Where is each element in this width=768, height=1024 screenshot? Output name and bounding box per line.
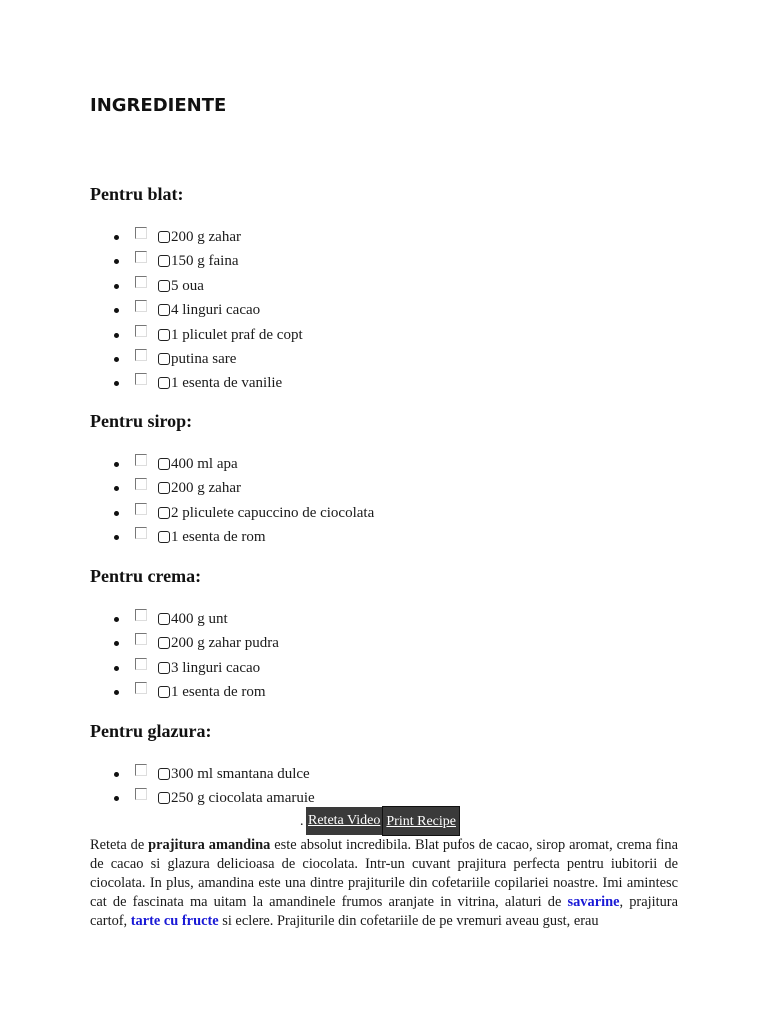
- checkbox-icon[interactable]: [158, 686, 170, 698]
- intro-text: si eclere. Prajiturile din cofetariile de pe vremuri aveau gust, erau: [218, 913, 599, 929]
- intro-text: este absolut incredibila. Blat pufos de cacao, sirop aromat, crema fina de cacao si glazura delicioasa de ciocolata. Intr-un cuvant prajitura perfecta pentru iubitorii de ciocolata. In plus, amandina este una dintre prajiturile din cofetariile copilariei noastre. Imi amintesc cat de fascinata ma uitam la amandinele frumos aranjate in vitrina, alaturi de: [90, 837, 678, 910]
- checkbox[interactable]: [135, 609, 147, 621]
- page-heading: INGREDIENTE: [90, 95, 227, 116]
- ingredient-label: 1 esenta de rom: [171, 529, 266, 546]
- bullet-icon: [114, 796, 119, 801]
- checkbox-icon[interactable]: [158, 507, 170, 519]
- ingredient-label: 150 g faina: [171, 253, 239, 270]
- checkbox-icon[interactable]: [158, 231, 170, 243]
- bullet-icon: [114, 535, 119, 540]
- ingredient-list-glazura: [90, 762, 315, 811]
- recipe-actions: [300, 807, 459, 835]
- checkbox-icon[interactable]: [158, 304, 170, 316]
- bullet-icon: [114, 284, 119, 289]
- checkbox-icon[interactable]: [158, 662, 170, 674]
- ingredient-label: 2 pliculete capuccino de ciocolata: [171, 504, 375, 521]
- checkbox-icon[interactable]: [158, 255, 170, 267]
- list-item: [90, 680, 279, 704]
- checkbox[interactable]: [135, 764, 147, 776]
- list-item: [90, 371, 303, 395]
- checkbox-icon[interactable]: [158, 458, 170, 470]
- video-recipe-button[interactable]: Reteta Video: [306, 807, 383, 835]
- ingredient-label: 300 ml smantana dulce: [171, 766, 310, 782]
- list-item: [90, 225, 303, 249]
- ingredient-label: 200 g zahar pudra: [171, 635, 279, 652]
- checkbox-icon[interactable]: [158, 280, 170, 292]
- checkbox[interactable]: [135, 227, 147, 239]
- ingredient-list-blat: [90, 225, 303, 396]
- ingredient-label: 200 g zahar: [171, 480, 241, 497]
- ingredient-label: 5 oua: [171, 277, 204, 294]
- print-recipe-button[interactable]: Print Recipe: [383, 807, 459, 835]
- list-item: [90, 298, 303, 322]
- checkbox[interactable]: [135, 349, 147, 361]
- ingredient-label: 3 linguri cacao: [171, 659, 261, 676]
- bullet-icon: [114, 772, 119, 777]
- ingredient-label: 250 g ciocolata amaruie: [171, 790, 315, 807]
- tarte-cu-fructe-link[interactable]: tarte cu fructe: [130, 913, 219, 929]
- checkbox-icon[interactable]: [158, 482, 170, 494]
- list-item: [90, 274, 303, 298]
- checkbox[interactable]: [135, 300, 147, 312]
- list-item: [90, 786, 315, 810]
- bullet-icon: [114, 308, 119, 313]
- list-item: [90, 347, 303, 371]
- checkbox-icon[interactable]: [158, 353, 170, 365]
- checkbox[interactable]: [135, 251, 147, 263]
- list-item: [90, 249, 303, 273]
- bullet-icon: [114, 617, 119, 622]
- checkbox[interactable]: [135, 503, 147, 515]
- intro-text: , prajitura cartof,: [90, 894, 678, 929]
- bullet-icon: [114, 235, 119, 240]
- intro-text: Reteta de: [90, 837, 149, 853]
- checkbox-icon[interactable]: [158, 613, 170, 625]
- section-title-blat: Pentru blat:: [90, 184, 184, 204]
- checkbox[interactable]: [135, 633, 147, 645]
- ingredient-list-sirop: [90, 452, 374, 550]
- list-item: [90, 607, 279, 631]
- checkbox[interactable]: [135, 276, 147, 288]
- checkbox-icon[interactable]: [158, 637, 170, 649]
- checkbox[interactable]: [135, 478, 147, 490]
- bullet-icon: [114, 259, 119, 264]
- bullet-icon: [114, 462, 119, 467]
- ingredient-label: 1 esenta de rom: [171, 684, 266, 701]
- checkbox[interactable]: [135, 325, 147, 337]
- checkbox-icon[interactable]: [158, 531, 170, 543]
- ingredient-label: 1 esenta de vanilie: [171, 375, 283, 392]
- checkbox[interactable]: [135, 454, 147, 466]
- bullet-icon: [114, 357, 119, 362]
- checkbox-icon[interactable]: [158, 377, 170, 389]
- checkbox-icon[interactable]: [158, 792, 170, 804]
- bullet-icon: [114, 333, 119, 338]
- list-item: [90, 476, 374, 500]
- list-item: [90, 762, 315, 786]
- separator-dot: .: [300, 814, 304, 829]
- list-item: [90, 631, 279, 655]
- list-item: [90, 525, 374, 549]
- ingredient-list-crema: [90, 607, 279, 705]
- bullet-icon: [114, 666, 119, 671]
- ingredient-label: 200 g zahar: [171, 229, 241, 245]
- bullet-icon: [114, 641, 119, 646]
- bullet-icon: [114, 486, 119, 491]
- checkbox[interactable]: [135, 788, 147, 800]
- recipe-intro-paragraph: [90, 836, 678, 931]
- bullet-icon: [114, 381, 119, 386]
- ingredient-label: putina sare: [171, 350, 237, 367]
- section-title-glazura: Pentru glazura:: [90, 721, 212, 741]
- ingredient-label: 1 pliculet praf de copt: [171, 326, 303, 343]
- section-title-crema: Pentru crema:: [90, 566, 202, 586]
- checkbox[interactable]: [135, 682, 147, 694]
- ingredient-label: 400 ml apa: [171, 456, 238, 472]
- bullet-icon: [114, 511, 119, 516]
- checkbox-icon[interactable]: [158, 768, 170, 780]
- checkbox[interactable]: [135, 658, 147, 670]
- ingredient-label: 4 linguri cacao: [171, 302, 261, 319]
- checkbox[interactable]: [135, 527, 147, 539]
- ingredient-label: 400 g unt: [171, 611, 228, 627]
- section-title-sirop: Pentru sirop:: [90, 411, 193, 431]
- bullet-icon: [114, 690, 119, 695]
- savarine-link[interactable]: savarine: [567, 894, 620, 910]
- intro-bold-text: prajitura amandina: [148, 837, 271, 853]
- list-item: [90, 501, 374, 525]
- list-item: [90, 656, 279, 680]
- checkbox[interactable]: [135, 373, 147, 385]
- list-item: [90, 452, 374, 476]
- checkbox-icon[interactable]: [158, 329, 170, 341]
- list-item: [90, 323, 303, 347]
